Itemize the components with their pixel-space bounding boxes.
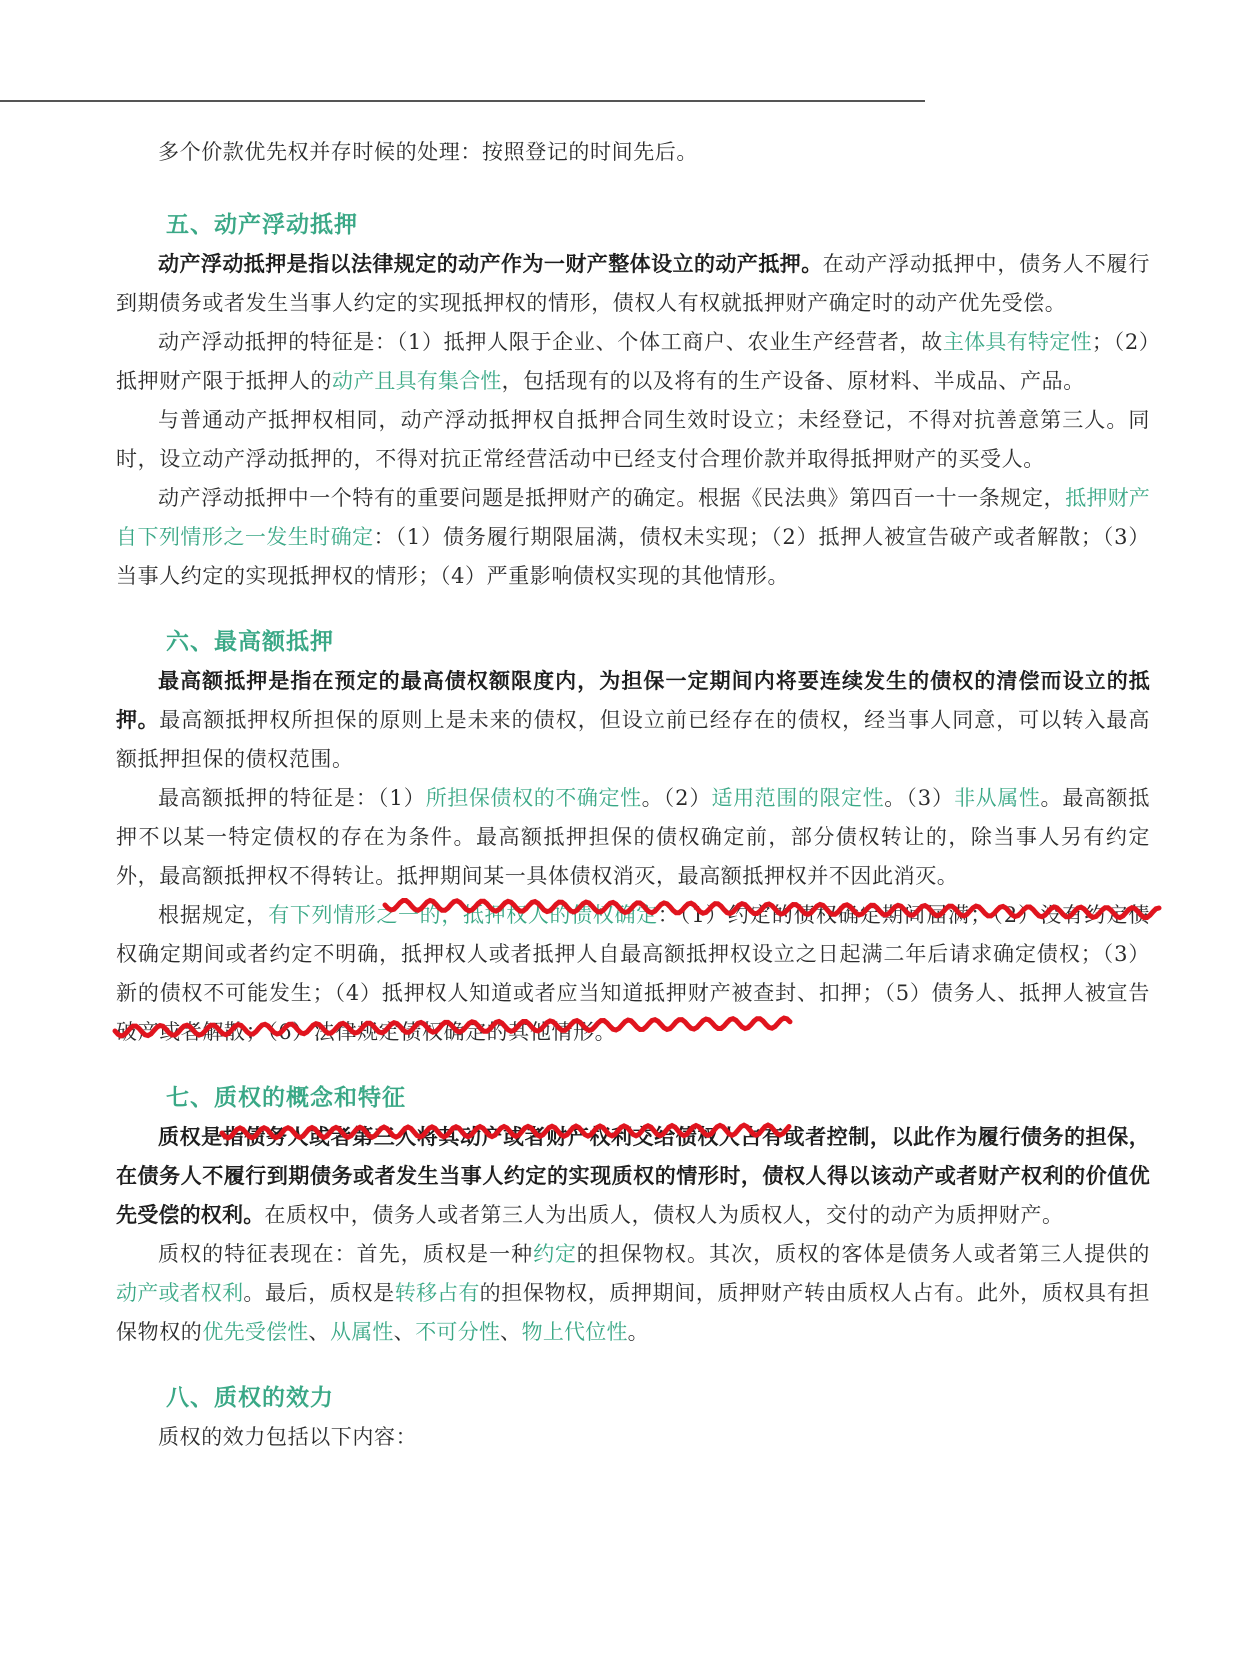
s7-p2-text-i: 。 (627, 1320, 650, 1344)
s7-p2-highlight-1: 约定 (533, 1242, 577, 1266)
s7-p2-text-d: 的担保物权，质押期间，质押财产转由质权人占有。此外，质权具有担保物权的 (116, 1281, 1150, 1344)
s7-p2-text-f: 、 (393, 1320, 416, 1344)
s7-definition: 质权是指债务人或者第三人将其动产或者财产权利交给债权人占有或者控制，以此作为履行债务的担保，在债务人不履行到期债务或者发生当事人约定的实现质权的情形时，债权人得以该动产或者财产权利的价值优先受偿的权利。 (116, 1125, 1150, 1227)
s6-p3-highlight: 有下列情形之一的，抵押权人的债权确定 (268, 903, 658, 927)
s5-paragraph-3: 与普通动产抵押权相同，动产浮动抵押权自抵押合同生效时设立；未经登记，不得对抗善意第三人。同时，设立动产浮动抵押的，不得对抗正常经营活动中已经支付合理价款并取得抵押财产的买受人。 (116, 408, 1150, 471)
s5-p2-text-c: ，包括现有的以及将有的生产设备、原材料、半成品、产品。 (501, 369, 1085, 393)
s6-paragraph-2 (116, 779, 1150, 896)
s6-paragraph-3 (116, 896, 1150, 1052)
s7-p2-highlight-4: 优先受偿性 (202, 1320, 309, 1344)
s7-p1-text: 在质权中，债务人或者第三人为出质人，债权人为质权人，交付的动产为质押财产。 (264, 1203, 1064, 1227)
s7-paragraph-2 (116, 1235, 1150, 1352)
s6-p2-text-d: 。最高额抵押不以某一特定债权的存在为条件。最高额抵押担保的债权确定前，部分债权转让的，除当事人另有约定外，最高额抵押权不得转让。抵押期间某一具体债权消灭，最高额抵押权并不因此消灭。 (116, 786, 1151, 888)
s7-p2-text-e: 、 (308, 1320, 331, 1344)
s6-p3-text-a: 根据规定， (158, 903, 269, 927)
s5-p4-text-b: ：（1）债务履行期限届满，债权未实现；（2）抵押人被宣告破产或者解散；（3）当事人约定的实现抵押权的情形；（4）严重影响债权实现的其他情形。 (116, 525, 1150, 588)
section-spacer (116, 1352, 1150, 1378)
s8-paragraph-1: 质权的效力包括以下内容： (158, 1425, 418, 1449)
s5-p2-text-b: ；（2）抵押财产限于抵押人的 (116, 330, 1150, 393)
page-body (116, 133, 1150, 1457)
section-spacer (116, 1052, 1150, 1078)
s5-paragraph-2 (116, 323, 1150, 401)
s7-p2-text-b: 的担保物权。其次，质权的客体是债务人或者第三人提供的 (576, 1242, 1150, 1266)
s6-p1-text: 最高额抵押权所担保的原则上是未来的债权，但设立前已经存在的债权，经当事人同意，可以转入最高额抵押担保的债权范围。 (116, 708, 1151, 771)
header-rule (0, 100, 925, 102)
s7-p2-highlight-2: 动产或者权利 (116, 1281, 244, 1305)
section-5-title: 五、动产浮动抵押 (166, 212, 358, 238)
s6-paragraph-1 (116, 662, 1150, 779)
s5-p2-highlight-1: 主体具有特定性 (942, 330, 1092, 354)
s5-paragraph-1 (116, 245, 1150, 323)
s5-p4-text-a: 动产浮动抵押中一个特有的重要问题是抵押财产的确定。根据《民法典》第四百一十一条规定， (158, 486, 1066, 510)
s5-definition: 动产浮动抵押是指以法律规定的动产作为一财产整体设立的动产抵押。 (158, 252, 823, 276)
s6-p2-text-a: 最高额抵押的特征是：（1） (158, 786, 426, 810)
s6-p2-highlight-3: 非从属性 (954, 786, 1041, 810)
s7-p2-highlight-7: 物上代位性 (521, 1320, 628, 1344)
s6-p2-highlight-2: 适用范围的限定性 (711, 786, 885, 810)
s6-definition: 最高额抵押是指在预定的最高债权额限度内，为担保一定期间内将要连续发生的债权的清偿而设立的抵押。 (116, 669, 1150, 732)
s5-paragraph-4 (116, 479, 1150, 596)
s6-p3-text-b: ：（1）约定的债权确定期间届满；（2）没有约定债权确定期间或者约定不明确，抵押权人或者抵押人自最高额抵押权设立之日起满二年后请求确定债权；（3）新的债权不可能发生；（4）抵押权人知道或者应当知道抵押财产被查封、扣押；（5）债务人、抵押人被宣告破产或者解散；（6）法律规定债权确定的其他情形。 (116, 903, 1150, 1044)
s7-paragraph-1 (116, 1118, 1150, 1235)
s7-p2-text-c: 。最后，质权是 (243, 1281, 395, 1305)
s6-p2-text-b: 。（2） (641, 786, 712, 810)
s5-p1-text: 在动产浮动抵押中，债务人不履行到期债务或者发生当事人约定的实现抵押权的情形，债权人有权就抵押财产确定时的动产优先受偿。 (116, 252, 1150, 315)
section-6-title: 六、最高额抵押 (166, 629, 334, 655)
section-8-title: 八、质权的效力 (166, 1385, 334, 1411)
s5-p4-highlight: 抵押财产自下列情形之一发生时确定 (116, 486, 1151, 549)
s5-p2-highlight-2: 动产且具有集合性 (332, 369, 502, 393)
s6-p2-text-c: 。（3） (884, 786, 955, 810)
section-spacer (116, 596, 1150, 622)
lead-paragraph: 多个价款优先权并存时候的处理：按照登记的时间先后。 (158, 140, 698, 164)
s6-p2-highlight-1: 所担保债权的不确定性 (425, 786, 642, 810)
s7-p2-highlight-5: 从属性 (330, 1320, 394, 1344)
s7-p2-highlight-6: 不可分性 (415, 1320, 501, 1344)
s7-p2-text-a: 质权的特征表现在：首先，质权是一种 (158, 1242, 534, 1266)
s7-p2-text-h: 、 (500, 1320, 522, 1344)
section-7-title: 七、质权的概念和特征 (166, 1085, 406, 1111)
s5-p2-text-a: 动产浮动抵押的特征是：（1）抵押人限于企业、个体工商户、农业生产经营者，故 (158, 330, 943, 354)
s7-p2-highlight-3: 转移占有 (394, 1281, 480, 1305)
